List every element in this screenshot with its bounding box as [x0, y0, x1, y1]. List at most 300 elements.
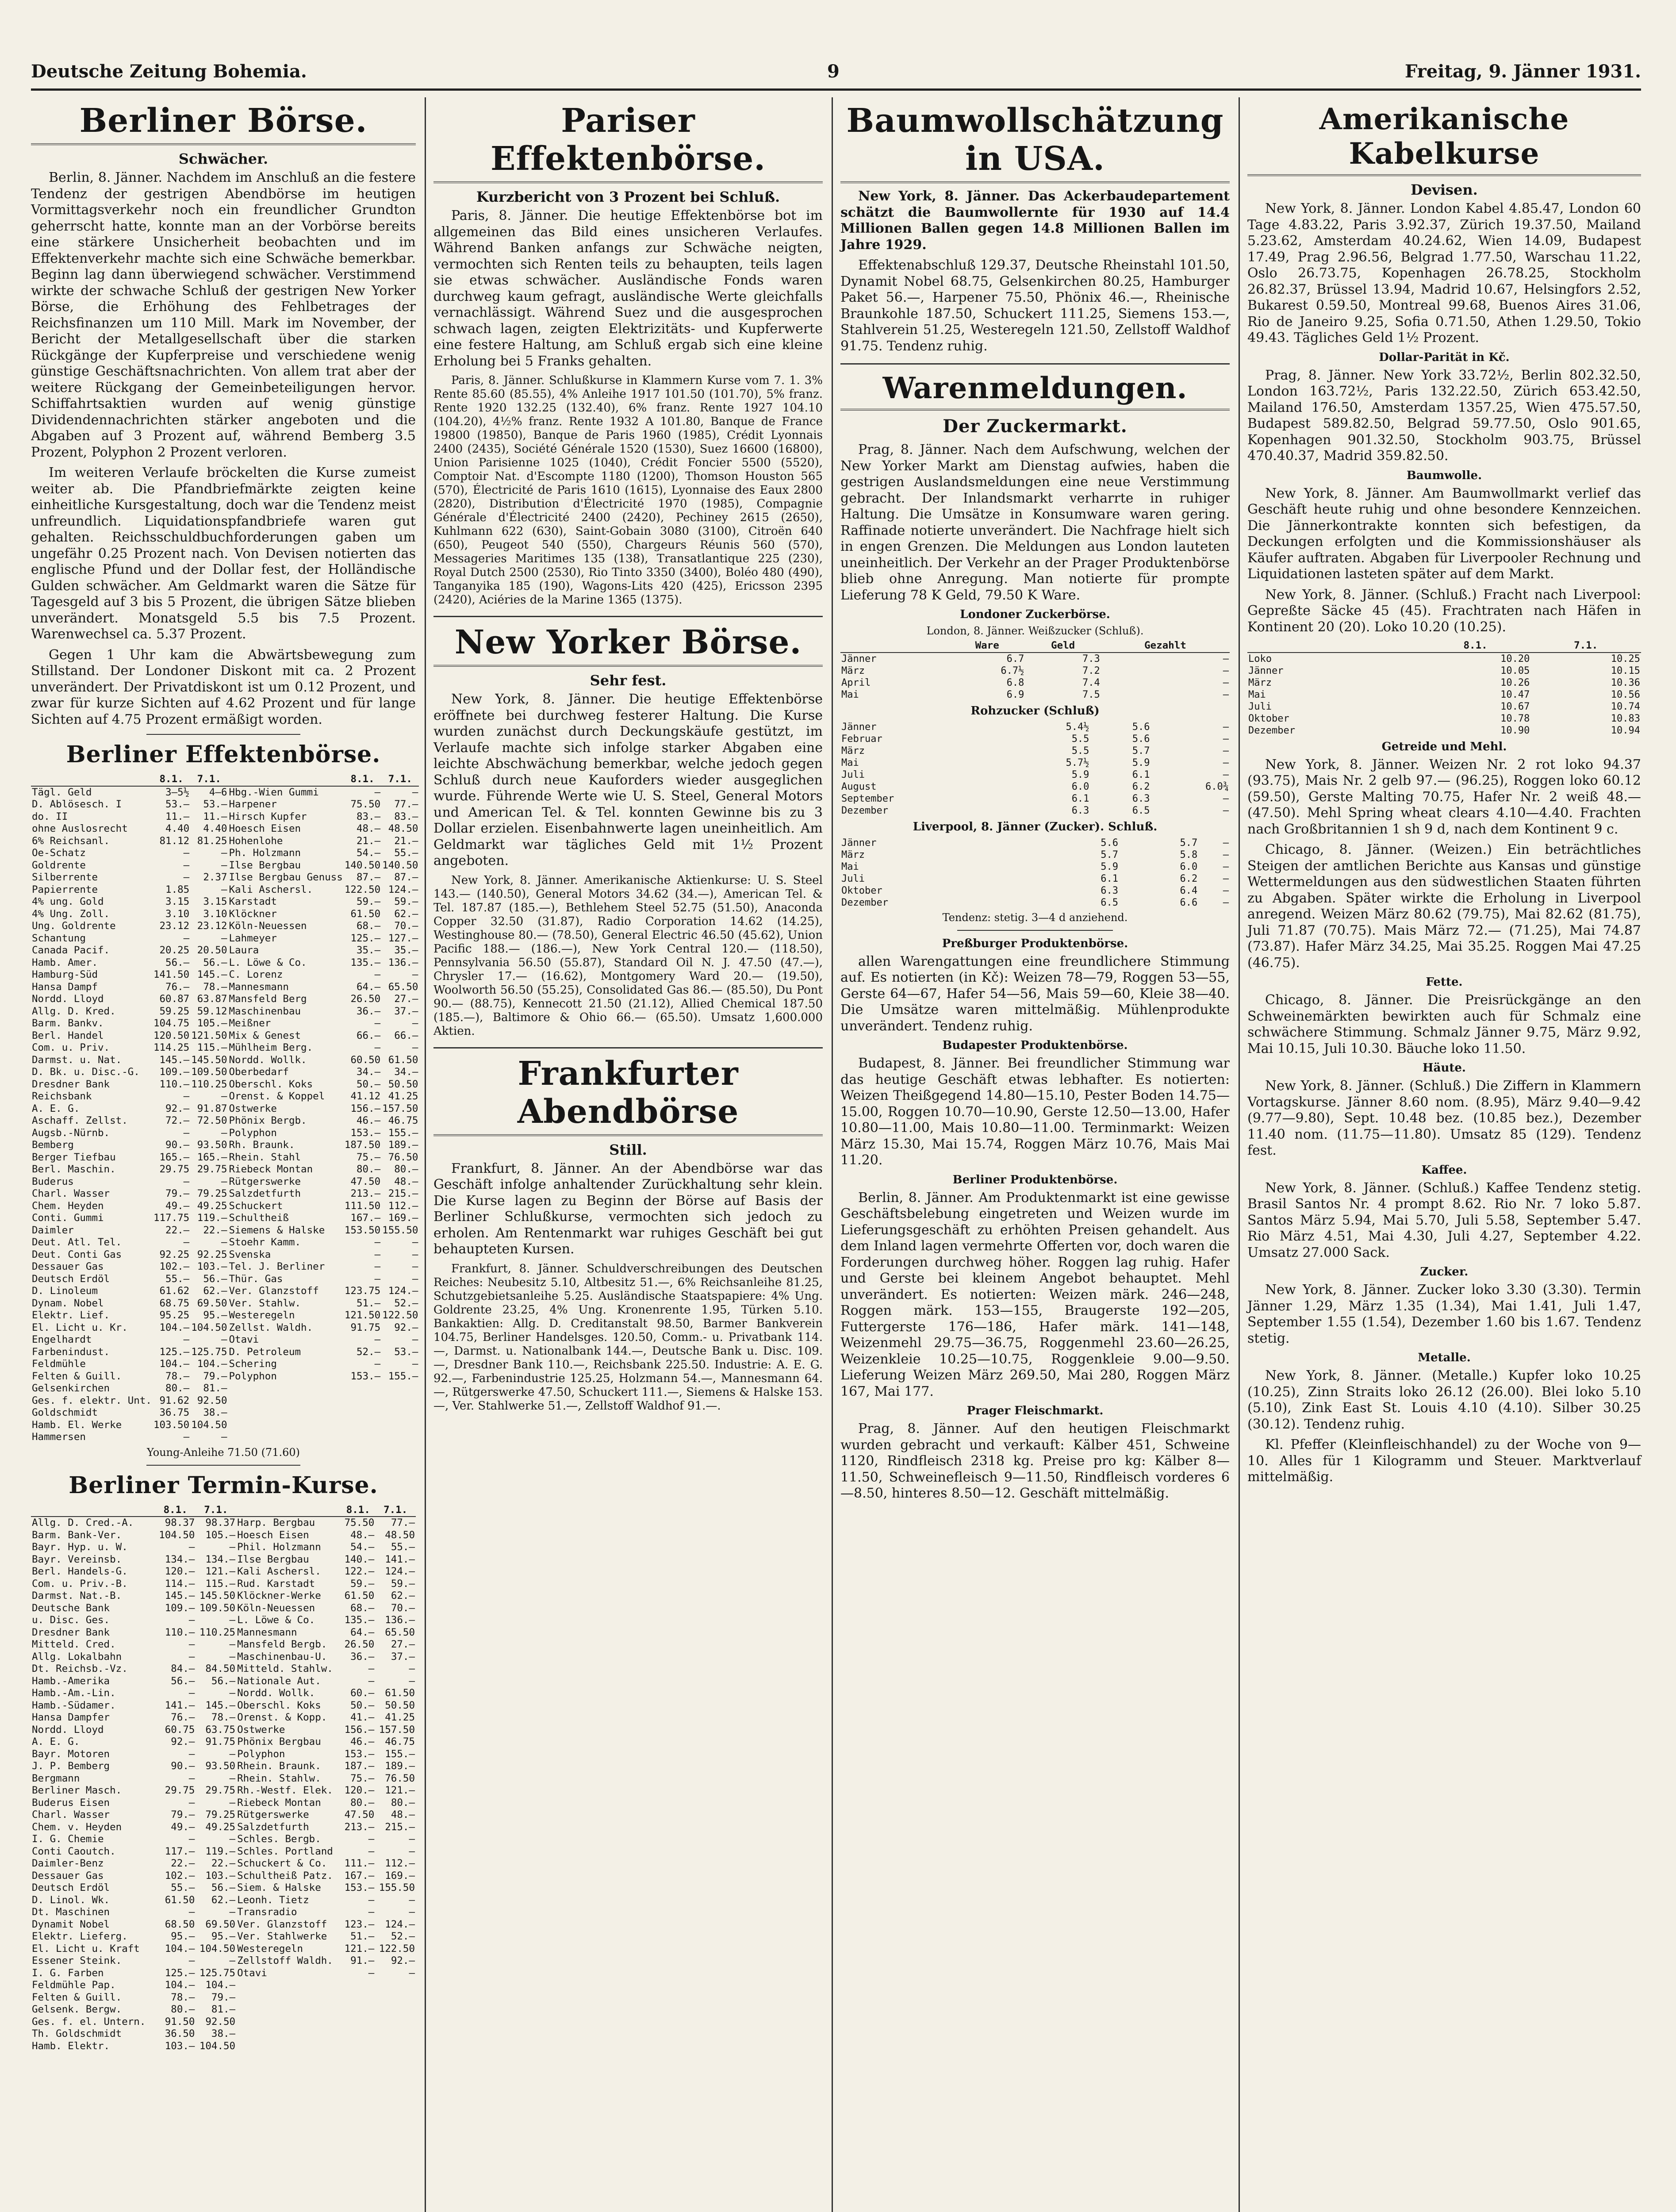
table-row: [840, 721, 1230, 733]
table-row: [31, 1748, 416, 1761]
table-cell: 55.—: [165, 1273, 190, 1285]
table-cell: 59.—: [391, 1578, 415, 1590]
table-cell: —: [229, 1687, 236, 1699]
table-cell: 61.50: [350, 908, 381, 920]
table-cell: 95.25: [159, 1310, 190, 1321]
metalle-title: Metalle.: [1418, 1351, 1471, 1364]
table-row: [31, 1639, 416, 1651]
table-cell: 98.37: [205, 1517, 236, 1528]
table-cell: Reichsbank: [32, 1091, 92, 1102]
table-cell: Nordd. Lloyd: [32, 993, 104, 1005]
table-row: [31, 908, 419, 921]
table-cell: 53.—: [165, 799, 190, 810]
table-cell: Ph. Holzmann: [229, 847, 301, 859]
table-cell: Nationale Aut.: [237, 1675, 321, 1687]
table-cell: —: [229, 1748, 236, 1760]
table-cell: 91.62: [159, 1394, 190, 1406]
table-cell: 80.—: [356, 1164, 381, 1175]
table-cell: —: [409, 1833, 415, 1845]
table-cell: 213.—: [344, 1821, 375, 1833]
table-cell: Ilse Bergbau Genuss: [229, 872, 343, 883]
table-cell: Bayr. Vereinsb.: [32, 1553, 122, 1565]
table-cell: 66.—: [356, 1029, 381, 1041]
table-cell: 95.—: [203, 1310, 227, 1321]
table-row: [31, 835, 419, 848]
table-row: [31, 786, 419, 799]
table-cell: —: [183, 872, 190, 883]
table-row: [31, 823, 419, 835]
table-cell: 59.—: [356, 896, 381, 907]
table-cell: Goldschmidt: [32, 1407, 98, 1418]
table-cell: —: [221, 1175, 227, 1187]
table-cell: 56.—: [203, 1273, 227, 1285]
table-row: [840, 781, 1230, 793]
table-cell: 6.2: [1132, 781, 1150, 792]
table-cell: Thür. Gas: [229, 1273, 283, 1285]
table-cell: —: [374, 1248, 381, 1260]
fette-title: Fette.: [1426, 975, 1463, 989]
table-cell: —: [188, 1614, 195, 1626]
table-cell: 53.—: [203, 799, 227, 810]
table-row: [31, 1285, 419, 1298]
table-cell: [344, 1382, 381, 1395]
table-cell: 104.50: [199, 1943, 236, 1955]
table-cell: A. E. G.: [32, 1102, 80, 1114]
table-cell: 103.—: [205, 1870, 236, 1882]
table-cell: 109.—: [159, 1066, 190, 1078]
table-cell: 6.9: [1006, 689, 1024, 700]
table-cell: August: [841, 781, 877, 792]
table-cell: Mansfeld Berg: [229, 993, 307, 1005]
table-row: [31, 2028, 416, 2040]
table-cell: 92.—: [165, 1102, 190, 1114]
table-cell: —: [1223, 653, 1229, 664]
table-cell: Silberrente: [32, 872, 98, 883]
table-cell: 27.—: [391, 1639, 415, 1650]
table-cell: Jänner: [1248, 665, 1284, 676]
table-cell: Hamb.-Amerika: [32, 1675, 110, 1687]
table-cell: [344, 1407, 381, 1419]
table-cell: 41.25: [385, 1712, 415, 1723]
table-cell: 38.—: [203, 1407, 227, 1418]
table-cell: [344, 1431, 381, 1444]
column-header: 7.1.: [381, 773, 419, 786]
table-cell: —: [1223, 745, 1229, 757]
table-cell: 105.—: [197, 1018, 227, 1029]
table-cell: 156.—: [350, 1102, 381, 1114]
table-cell: 34.—: [356, 1066, 381, 1078]
table-row: [31, 1554, 416, 1566]
table-cell: —: [412, 1248, 418, 1260]
table-cell: 123.75: [344, 1285, 381, 1297]
table-cell: Phönix Bergbau: [237, 1736, 321, 1747]
table-cell: 121.—: [344, 1943, 375, 1955]
table-row: [31, 1298, 419, 1310]
column-2: [433, 97, 823, 2212]
article-paragraph: New York, 8. Jänner. Zucker loko 3.30 (3.30). Termin Jänner 1.29, März 1.35 (1.34), Mai 1.41, Juli 1.47, September 1.55 (1.54), Dezember 1.60 bis 1.67. Tendenz stetig.: [1247, 1282, 1641, 1346]
table-cell: 59.25: [159, 1005, 190, 1017]
table-cell: Rhein. Stahlw.: [237, 1772, 321, 1784]
table-cell: 10.15: [1611, 665, 1640, 676]
table-cell: —: [374, 1261, 381, 1272]
table-cell: [381, 1419, 419, 1432]
table-cell: 23.12: [197, 920, 227, 932]
table-row: [840, 665, 1230, 677]
table-cell: 4% Ung. Zoll.: [32, 908, 110, 920]
table-row: [31, 1797, 416, 1809]
table-cell: 11.—: [203, 810, 227, 822]
table-cell: 92.25: [197, 1248, 227, 1260]
table-cell: Mai: [1248, 689, 1266, 700]
article-paragraph: New York, 8. Jänner. Am Baumwollmarkt verlief das Geschäft heute ruhig und ohne besondere Kennzeichen. Die Jännerkontrakte konnten sich befestigen, da Deckungen erfolgten und die Kommissionshäuser als Käufer auftraten. Abgaben für Liverpooler Rechnung und Liquidationen lasteten später auf dem Markt.: [1247, 485, 1641, 582]
table-cell: Dezember: [1248, 725, 1295, 736]
table-cell: —: [1223, 677, 1229, 688]
table-cell: 124.—: [385, 1918, 415, 1930]
column-header: 8.1.: [153, 773, 190, 786]
table-cell: 135.—: [350, 956, 381, 968]
table-row: [31, 1006, 419, 1018]
table-cell: —: [409, 1894, 415, 1906]
table-cell: Mitteld. Stahlw.: [237, 1663, 333, 1674]
table-cell: Ges. f. elektr. Unt.: [32, 1394, 152, 1406]
table-cell: —: [221, 1091, 227, 1102]
article-paragraph: New York, 8. Jänner. Weizen Nr. 2 rot loko 94.37 (93.75), Mais Nr. 2 gelb 97.— (96.25), Roggen loko 60.12 (59.50), Gerste Malting 70.75, Hafer Nr. 2 weiß 48.— (47.50). Mehl Spring wheat clears 4.10—4.40. Frachten nach Großbritannien 1 sh 9 d, nach dem Kontinent 9 c.: [1247, 757, 1641, 837]
table-cell: [375, 2040, 416, 2053]
table-cell: 3.15: [165, 896, 190, 907]
table-cell: Ver. Glanzstoff: [237, 1918, 327, 1930]
table-cell: 10.36: [1611, 677, 1640, 688]
table-row: [31, 1079, 419, 1091]
kabelkurse-title: Amerikanische Kabelkurse: [1247, 102, 1641, 176]
londoner-note: London, 8. Jänner. Weißzucker (Schluß).: [926, 625, 1144, 637]
table-cell: 49.25: [197, 1200, 227, 1212]
table-cell: 141.—: [385, 1553, 415, 1565]
table-cell: 125.75: [199, 1967, 236, 1979]
table-cell: —: [183, 932, 190, 944]
table-cell: —: [374, 1334, 381, 1345]
table-row: [31, 1663, 416, 1675]
table-cell: Mai: [841, 689, 859, 700]
table-cell: 68.75: [159, 1297, 190, 1309]
table-header-row: [31, 773, 419, 786]
table-row: [31, 1152, 419, 1164]
table-cell: 36.50: [165, 2028, 195, 2039]
table-cell: 79.25: [205, 1809, 236, 1820]
table-cell: 41.25: [388, 1091, 418, 1102]
table-cell: Meißner: [229, 1018, 271, 1029]
baumwolle-title: Baumwollschätzung in USA.: [840, 102, 1230, 183]
table-cell: 121.—: [385, 1785, 415, 1796]
table-cell: 6.0: [1071, 781, 1089, 792]
table-cell: 29.75: [165, 1785, 195, 1796]
table-cell: Essener Steink.: [32, 1955, 122, 1966]
table-cell: März: [1248, 677, 1272, 688]
table-row: [31, 1955, 416, 1967]
table-cell: 52.—: [394, 1297, 418, 1309]
table-cell: 169.—: [385, 1870, 415, 1882]
table-row: [31, 1188, 419, 1200]
table-cell: —: [229, 1906, 236, 1918]
article-paragraph: New York, 8. Jänner. London Kabel 4.85.47, London 60 Tage 4.83.22, Paris 3.92.37, Zürich 19.37.50, Mailand 5.23.62, Amsterdam 40.24.62, Wien 14.09, Budapest 17.49, Prag 2.96.56, Belgrad 1.77.50, Warschau 11.22, Oslo 26.73.75, Kopenhagen 26.78.25, Stockholm 26.82.37, Brüssel 13.94, Madrid 10.67, Helsingfors 2.52, Bukarest 0.59.50, Montreal 99.68, Buenos Aires 31.06, Rio de Janeiro 9.25, Sofia 0.71.50, Athen 1.29.50, Tokio 49.43. Tägliches Geld 1½ Prozent.: [1247, 201, 1641, 346]
table-cell: Hohenlohe: [229, 835, 283, 847]
table-cell: 5.7: [1132, 745, 1150, 757]
effektenboerse-title: Berliner Effektenbörse.: [66, 741, 381, 768]
table-cell: 91.75: [205, 1736, 236, 1747]
table-cell: Nordd. Lloyd: [32, 1724, 104, 1736]
table-row: [31, 1712, 416, 1724]
table-cell: [375, 2016, 416, 2028]
table-row: [840, 849, 1230, 861]
table-cell: 51.—: [356, 1297, 381, 1309]
table-cell: März: [841, 665, 865, 676]
table-cell: 51.—: [350, 1931, 375, 1942]
table-cell: 78.—: [203, 981, 227, 993]
table-cell: 5.8: [1180, 849, 1198, 860]
article-paragraph: New York, 8. Jänner. Amerikanische Aktienkurse: U. S. Steel 143.— (140.50), General Motors 34.62 (34.—), American Tel. & Tel. 187.87 (185.—), Bethlehem Steel 52.75 (51.50), Anaconda Copper 32.50 (31.87), Radio Corporation 14.62 (14.25), Westinghouse 80.— (78.50), General Electric 46.50 (45.62), Union Pacific 188.— (186.—), New York Central 120.— (118.50), Pennsylvania 56.50 (55.87), Standard Oil N. J. 47.50 (47.—), Chrysler 17.— (16.62), Montgomery Ward 20.— (19.50), Woolworth 56.50 (55.25), Consolidated Gas 86.— (85.50), Du Pont 90.— (88.75), Kennecott 21.50 (21.12), Allied Chemical 187.50 (185.—), Baltimore & Ohio 66.— (65.50). Umsatz 1,600.000 Aktien.: [433, 873, 823, 1038]
table-row: [31, 1931, 416, 1943]
column-header: 8.1.: [344, 773, 381, 786]
table-cell: u. Disc. Ges.: [32, 1614, 110, 1626]
table-cell: Darmst. Nat.-B.: [32, 1590, 122, 1601]
table-row: [31, 1675, 416, 1688]
table-row: [31, 1517, 416, 1529]
table-cell: 6.1: [1132, 769, 1150, 780]
table-cell: 6.3: [1132, 793, 1150, 804]
table-cell: 7.3: [1082, 653, 1100, 664]
table-cell: März: [841, 849, 865, 860]
zuckermarkt-title: Der Zuckermarkt.: [943, 416, 1128, 437]
table-cell: Deut. Atl. Tel.: [32, 1237, 122, 1248]
table-cell: 125.—: [165, 1967, 195, 1979]
table-cell: —: [374, 1358, 381, 1370]
table-cell: 145.50: [191, 1054, 227, 1066]
haeute-title: Häute.: [1423, 1061, 1466, 1075]
table-cell: 72.—: [165, 1115, 190, 1126]
table-cell: —: [188, 1639, 195, 1650]
table-cell: 77.—: [391, 1517, 415, 1528]
table-cell: [228, 1395, 344, 1407]
table-row: [31, 2040, 416, 2053]
table-cell: Hoesch Eisen: [229, 823, 301, 834]
table-cell: Berliner Masch.: [32, 1785, 122, 1796]
table-row: [840, 837, 1230, 849]
table-cell: 70.—: [391, 1602, 415, 1614]
table-cell: Phil. Holzmann: [237, 1541, 321, 1553]
table-cell: Elektr. Lieferg.: [32, 1931, 128, 1942]
table-cell: 6.0: [1180, 861, 1198, 872]
table-row: [31, 1590, 416, 1602]
table-cell: —: [229, 1833, 236, 1845]
table-cell: 63.87: [197, 993, 227, 1005]
article-paragraph: Paris, 8. Jänner. Die heutige Effektenbörse bot im allgemeinen das Bild eines unsicheren Verlaufes. Während Banken anfangs zur Schwäche neigten, vermochten sich Renten teils zu behaupten, teils lagen sie etwas schwächer. Ausländische Fonds waren durchweg kaum gefragt, ausländische Werte gleichfalls vernachlässigt. Während Suez und die ausgesprochen schwach lagen, zeigten Elektrizitäts- und Kupferwerte eine festere Haltung, am Schluß ergab sich eine kleine Erholung bei 5 Franks gehalten.: [433, 208, 823, 369]
table-cell: 145.—: [159, 1054, 190, 1066]
table-row: [31, 1261, 419, 1273]
table-cell: D. Linoleum: [32, 1285, 98, 1297]
table-cell: 187.—: [344, 1760, 375, 1772]
table-cell: 48.—: [350, 1529, 375, 1541]
table-cell: [375, 1992, 416, 2004]
table-row: [840, 769, 1230, 781]
dollar-paritaet-title: Dollar-Parität in Kč.: [1379, 350, 1510, 364]
table-cell: —: [1223, 733, 1229, 745]
table-cell: —: [1223, 665, 1229, 676]
table-cell: 165.—: [159, 1151, 190, 1163]
table-cell: 11.—: [165, 810, 190, 822]
table-cell: —: [183, 847, 190, 859]
table-cell: Ilse Bergbau: [229, 859, 301, 871]
table-cell: 124.—: [388, 1285, 418, 1297]
table-cell: September: [841, 793, 894, 804]
table-cell: —: [188, 1748, 195, 1760]
table-cell: 111.50: [344, 1200, 381, 1212]
table-row: [31, 1858, 416, 1870]
table-cell: 124.—: [385, 1566, 415, 1577]
table-cell: Ilse Bergbau: [237, 1553, 309, 1565]
table-cell: 141.50: [153, 969, 190, 980]
table-row: [31, 1614, 416, 1627]
table-cell: 189.—: [385, 1760, 415, 1772]
table-row: [31, 1395, 419, 1407]
table-cell: Mitteld. Cred.: [32, 1639, 116, 1650]
table-cell: 157.50: [382, 1102, 418, 1114]
table-cell: Conti. Gummi: [32, 1212, 104, 1224]
table-row: [1247, 725, 1641, 737]
table-cell: 153.—: [344, 1748, 375, 1760]
table-cell: 4.40: [203, 823, 227, 834]
table-cell: 10.20: [1500, 653, 1530, 664]
table-cell: 104.—: [159, 1358, 190, 1370]
table-cell: 92.—: [171, 1736, 195, 1747]
table-cell: D. Ablösesch. I: [32, 799, 122, 810]
column-header: Geld: [1025, 640, 1101, 653]
baumwoll-termin-table: [1247, 640, 1641, 737]
table-cell: 104.75: [153, 1018, 190, 1029]
table-row: [31, 1310, 419, 1322]
table-cell: 5.9: [1071, 769, 1089, 780]
table-cell: 84.50: [205, 1663, 236, 1674]
table-cell: 66.—: [394, 1029, 418, 1041]
article-paragraph: New York, 8. Jänner. (Schluß.) Die Ziffern in Klammern Vortagskurse. Jänner 8.60 nom. (8.95), März 9.40—9.42 (9.77—9.80), Sept. 10.48 bez. (10.85 bez.), Dezember 11.40 nom. (11.75—11.80). Umsatz 85 (129). Tendenz fest.: [1247, 1078, 1641, 1158]
table-cell: 5.6: [1132, 733, 1150, 745]
table-cell: 79.—: [171, 1809, 195, 1820]
table-cell: Augsb.-Nürnb.: [32, 1127, 110, 1139]
table-cell: Rud. Karstadt: [237, 1578, 315, 1590]
table-cell: [236, 2004, 341, 2016]
table-cell: [341, 2016, 375, 2028]
table-cell: 64.—: [350, 1626, 375, 1638]
table-cell: —: [374, 1237, 381, 1248]
table-cell: 102.—: [165, 1870, 195, 1882]
table-cell: 50.50: [388, 1078, 418, 1090]
fleischmarkt-title: Prager Fleischmarkt.: [966, 1404, 1104, 1417]
table-cell: 48.—: [394, 1175, 418, 1187]
table-cell: 10.25: [1611, 653, 1640, 664]
berliner-boerse-title: Berliner Börse.: [31, 102, 416, 145]
table-cell: Conti Caoutch.: [32, 1845, 116, 1857]
table-cell: 140.50: [382, 859, 418, 871]
table-cell: 141.—: [165, 1699, 195, 1711]
table-cell: Juli: [841, 873, 865, 884]
table-cell: 27.—: [394, 993, 418, 1005]
table-cell: 87.—: [356, 872, 381, 883]
table-cell: —: [409, 1967, 415, 1979]
table-cell: —: [1223, 721, 1229, 733]
table-cell: Berl. Maschin.: [32, 1164, 116, 1175]
table-row: [31, 1541, 416, 1554]
table-cell: —: [183, 859, 190, 871]
table-cell: —: [374, 1273, 381, 1285]
table-cell: I. G. Chemie: [32, 1833, 104, 1845]
table-cell: Oberbedarf: [229, 1066, 289, 1078]
table-row: [31, 1602, 416, 1615]
table-cell: 5.5: [1071, 733, 1089, 745]
table-cell: 165.—: [197, 1151, 227, 1163]
table-cell: Com. u. Priv.: [32, 1042, 110, 1053]
table-cell: L. Löwe & Co.: [229, 956, 307, 968]
table-cell: C. Lorenz: [229, 969, 283, 980]
table-cell: Feldmühle Pap.: [32, 1979, 116, 1991]
table-cell: —: [1223, 689, 1229, 700]
table-cell: Klöckner: [229, 908, 277, 920]
table-cell: 10.83: [1611, 713, 1640, 724]
table-cell: 120.—: [165, 1566, 195, 1577]
table-cell: 6.0¾: [1205, 781, 1229, 792]
table-cell: Chem. Heyden: [32, 1200, 104, 1212]
berliner-produkten-title: Berliner Produktenbörse.: [952, 1173, 1118, 1187]
table-cell: —: [368, 1675, 375, 1687]
table-cell: Dynam. Nobel: [32, 1297, 104, 1309]
article-paragraph: Gegen 1 Uhr kam die Abwärtsbewegung zum Stillstand. Der Londoner Diskont mit ca. 2 Prozent unverändert. Der Privatdiskont ist um 0.12 Prozent, und zwar für kurze Sichten auf 4.62 Prozent und für lange Sichten auf 4.75 Prozent ermäßigt worden.: [31, 647, 416, 727]
table-cell: 104.50: [191, 1419, 227, 1431]
table-row: [840, 861, 1230, 873]
table-cell: 5.6: [1132, 721, 1150, 733]
table-cell: Ver. Stahlwerke: [237, 1931, 327, 1942]
table-cell: 56.—: [203, 956, 227, 968]
table-cell: Goldrente: [32, 859, 86, 871]
newspaper-page: [31, 53, 1641, 2212]
table-row: [31, 1054, 419, 1067]
table-cell: 55.—: [391, 1541, 415, 1553]
table-cell: 52.—: [391, 1931, 415, 1942]
table-cell: 60.75: [165, 1724, 195, 1736]
table-cell: 5.4½: [1066, 721, 1089, 733]
table-cell: Kali Aschersl.: [229, 883, 313, 895]
table-cell: —: [221, 859, 227, 871]
table-cell: 6.5: [1101, 897, 1118, 908]
table-cell: 90.—: [171, 1760, 195, 1772]
table-cell: L. Löwe & Co.: [237, 1614, 315, 1626]
table-cell: 134.—: [205, 1553, 236, 1565]
table-cell: —: [183, 1237, 190, 1248]
table-cell: 115.—: [205, 1578, 236, 1590]
table-cell: 153.—: [350, 1370, 381, 1382]
table-cell: Com. u. Priv.-B.: [32, 1578, 128, 1590]
column-header: 7.1.: [1530, 640, 1641, 653]
table-cell: 78.—: [211, 1712, 236, 1723]
table-cell: 46.—: [356, 1115, 381, 1126]
table-header-row: [31, 1504, 416, 1517]
article-paragraph: Frankfurt, 8. Jänner. An der Abendbörse war das Geschäft infolge anhaltender Zurückhaltung sehr klein. Die Kurse lagen zu Beginn der Börse auf Basis der Berliner Schlußkurse, vermochten sich jedoch zu erholen. Am Rentenmarkt war ruhiges Geschäft bei gut behaupteten Kursen.: [433, 1160, 823, 1257]
table-cell: [236, 2040, 341, 2053]
table-cell: 135.—: [344, 1614, 375, 1626]
table-cell: [341, 2004, 375, 2016]
table-cell: Dresdner Bank: [32, 1078, 110, 1090]
table-cell: Chem. v. Heyden: [32, 1821, 122, 1833]
table-cell: 81.—: [203, 1382, 227, 1394]
table-cell: Ostwerke: [237, 1724, 285, 1736]
table-cell: Farbenindust.: [32, 1346, 110, 1358]
table-cell: —: [229, 1614, 236, 1626]
